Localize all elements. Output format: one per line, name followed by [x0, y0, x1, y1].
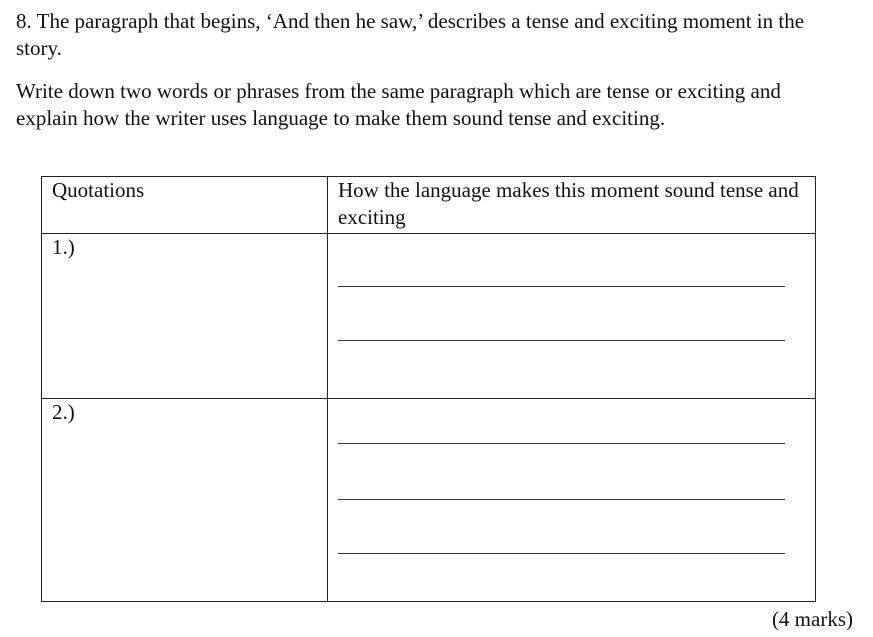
answer-line[interactable]: [338, 499, 785, 500]
table-row: [42, 234, 816, 399]
answer-line[interactable]: [338, 553, 785, 554]
quotation-answer-cell-2[interactable]: [42, 399, 328, 602]
answer-line[interactable]: [338, 340, 785, 341]
explanation-answer-cell-2[interactable]: [328, 399, 816, 602]
quotation-answer-cell-1[interactable]: [42, 234, 328, 399]
answer-table: [41, 176, 816, 602]
row-number-2: 2.): [52, 400, 75, 424]
explanation-answer-cell-1[interactable]: [328, 234, 816, 399]
answer-line[interactable]: [338, 443, 785, 444]
header-quotations: Quotations: [42, 177, 328, 234]
row-number-1: 1.): [52, 235, 75, 259]
table-row: [42, 399, 816, 602]
header-language: How the language makes this moment sound tense and exciting: [328, 177, 816, 234]
marks-label: (4 marks): [771, 607, 853, 631]
question-text: 8. The paragraph that begins, ‘And then he saw,’ describes a tense and exciting moment in the story.: [16, 9, 805, 60]
instruction-text: Write down two words or phrases from the same paragraph which are tense or exciting and explain how the writer uses language to make them sound tense and exciting.: [16, 79, 781, 130]
table-header-row: [42, 177, 816, 234]
answer-line[interactable]: [338, 286, 785, 287]
